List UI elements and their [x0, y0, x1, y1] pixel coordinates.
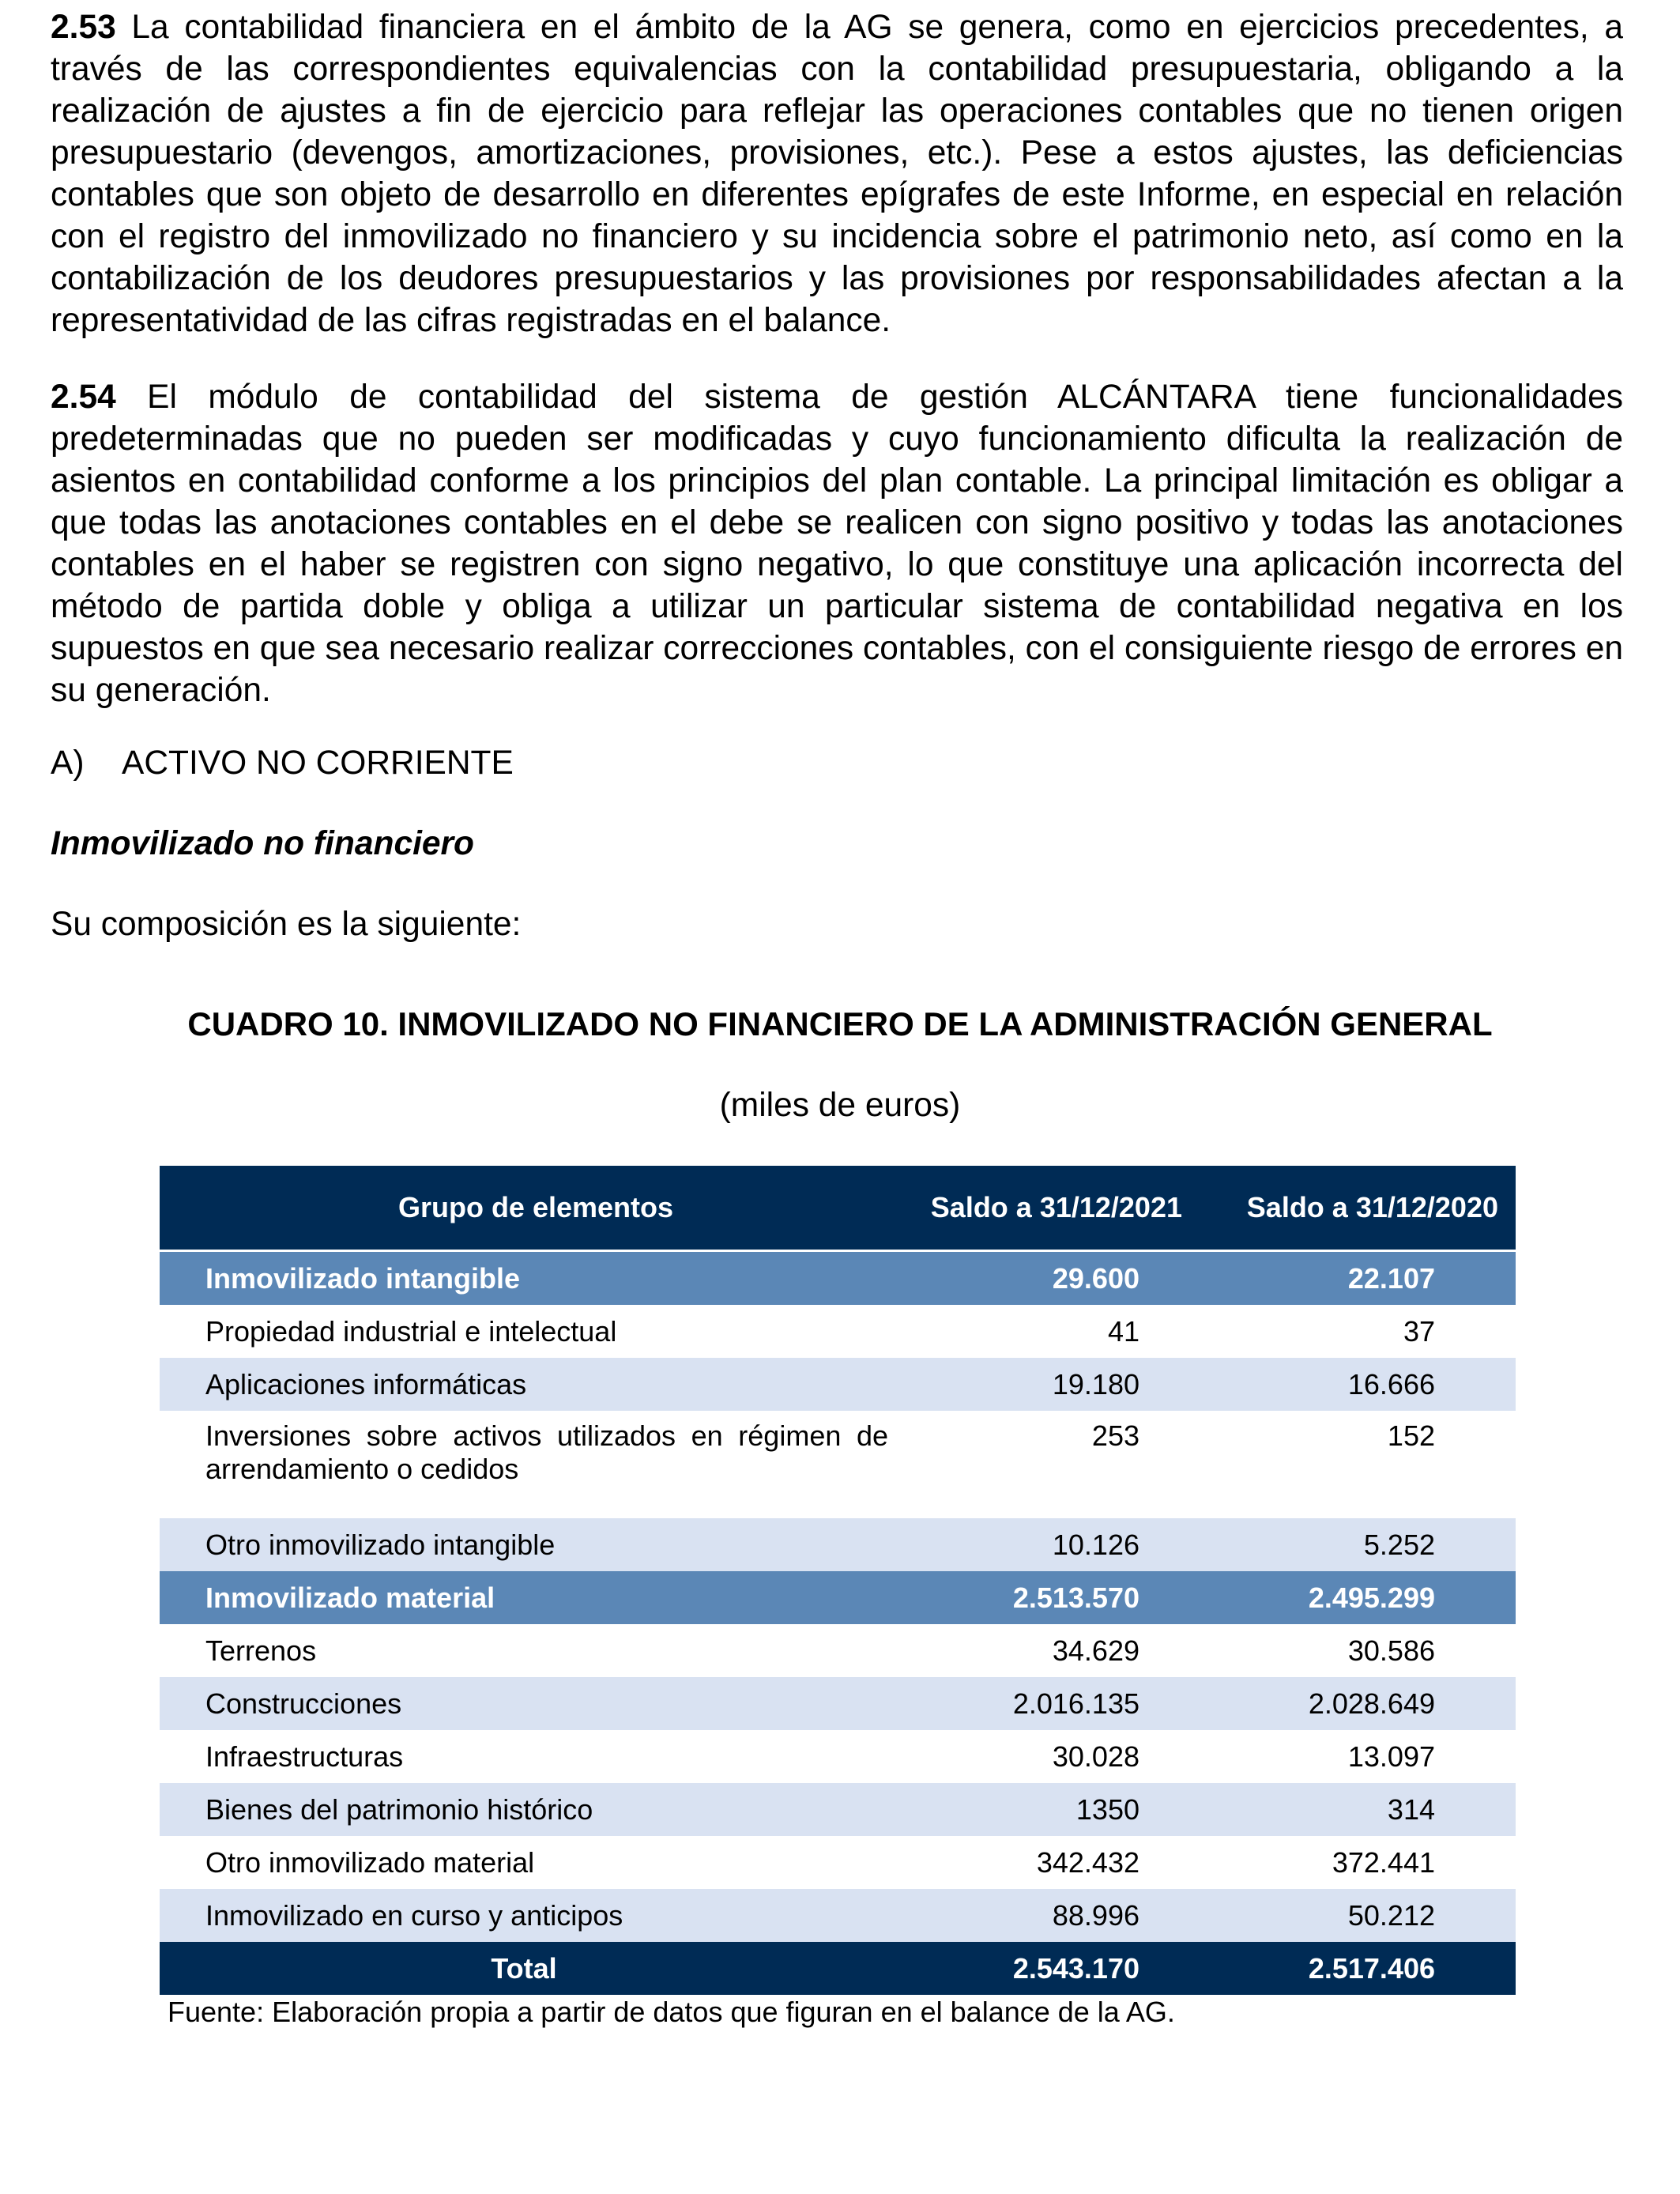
- row-label: Otro inmovilizado intangible: [160, 1518, 912, 1571]
- paragraph-2-53: [51, 6, 1623, 341]
- table-header-row: [160, 1166, 1516, 1250]
- paragraph-number: 2.53: [51, 9, 116, 46]
- table-row: [160, 1677, 1516, 1730]
- table-row: [160, 1305, 1516, 1358]
- column-header-group: Grupo de elementos: [160, 1166, 912, 1250]
- table-unit: (miles de euros): [719, 1087, 961, 1124]
- paragraph-text: El módulo de contabilidad del sistema de gestión ALCÁNTARA tiene funcionalidades predeterminadas que no pueden ser modificadas y cuyo funcionamiento dificulta la realización de asientos en contabilidad conforme a los principios del plan contable. La principal limitación es obligar a que todas las anotaciones contables en el debe se realicen con signo positivo y todas las anotaciones contables en el haber se registren con signo negativo, lo que constituye una aplicación incorrecta del método de partida doble y obliga a utilizar un particular sistema de contabilidad negativa en los supuestos en que sea necesario realizar correcciones contables, con el consiguiente riesgo de errores en su generación.: [51, 379, 1623, 709]
- value-2020: 16.666: [1200, 1358, 1516, 1411]
- value-2020: 2.028.649: [1200, 1677, 1516, 1730]
- table-title: CUADRO 10. INMOVILIZADO NO FINANCIERO DE LA ADMINISTRACIÓN GENERAL: [187, 1005, 1493, 1042]
- table-row-group: [160, 1252, 1516, 1305]
- table-row: [160, 1358, 1516, 1411]
- total-2021: 2.543.170: [912, 1942, 1200, 1995]
- value-2020: 37: [1200, 1305, 1516, 1358]
- section-letter: A): [51, 745, 85, 782]
- value-2020: 5.252: [1200, 1518, 1516, 1571]
- table-row: [160, 1411, 1516, 1518]
- intro-text: Su composición es la siguiente:: [51, 906, 522, 943]
- value-2021: 29.600: [912, 1252, 1200, 1305]
- value-2021: 2.016.135: [912, 1677, 1200, 1730]
- value-2021: 19.180: [912, 1358, 1200, 1411]
- value-2021: 88.996: [912, 1889, 1200, 1942]
- value-2021: 41: [912, 1305, 1200, 1358]
- table-row: [160, 1624, 1516, 1677]
- table-row: [160, 1730, 1516, 1783]
- row-label: Otro inmovilizado material: [160, 1836, 912, 1889]
- value-2020: 30.586: [1200, 1624, 1516, 1677]
- value-2020: 2.495.299: [1200, 1571, 1516, 1624]
- value-2020: 314: [1200, 1783, 1516, 1836]
- row-label: Bienes del patrimonio histórico: [160, 1783, 912, 1836]
- table-row-group: [160, 1571, 1516, 1624]
- row-label: Aplicaciones informáticas: [160, 1358, 912, 1411]
- value-2021: 10.126: [912, 1518, 1200, 1571]
- column-header-2020: Saldo a 31/12/2020: [1200, 1166, 1516, 1250]
- inmovilizado-table: [160, 1166, 1516, 1995]
- row-label: Inmovilizado intangible: [160, 1252, 912, 1305]
- total-label: Total: [160, 1942, 912, 1995]
- row-label: Inmovilizado en curso y anticipos: [160, 1889, 912, 1942]
- subheading: Inmovilizado no financiero: [51, 825, 475, 862]
- table-total-row: [160, 1942, 1516, 1995]
- value-2020: 372.441: [1200, 1836, 1516, 1889]
- table-row: [160, 1518, 1516, 1571]
- table-row: [160, 1783, 1516, 1836]
- row-label: Terrenos: [160, 1624, 912, 1677]
- value-2021: 253: [912, 1411, 1200, 1518]
- column-header-2021: Saldo a 31/12/2021: [912, 1166, 1200, 1250]
- row-label: Inversiones sobre activos utilizados en régimen de arrendamiento o cedidos: [160, 1411, 912, 1518]
- row-label: Infraestructuras: [160, 1730, 912, 1783]
- row-label: Propiedad industrial e intelectual: [160, 1305, 912, 1358]
- paragraph-number: 2.54: [51, 379, 116, 416]
- value-2021: 2.513.570: [912, 1571, 1200, 1624]
- value-2020: 50.212: [1200, 1889, 1516, 1942]
- value-2021: 1350: [912, 1783, 1200, 1836]
- value-2021: 342.432: [912, 1836, 1200, 1889]
- value-2021: 30.028: [912, 1730, 1200, 1783]
- section-title: ACTIVO NO CORRIENTE: [122, 745, 514, 782]
- paragraph-text: La contabilidad financiera en el ámbito de la AG se genera, como en ejercicios precedentes, a través de las correspondientes equivalencias con la contabilidad presupuestaria, obligando a la realización de ajustes a fin de ejercicio para reflejar las operaciones contables que no tienen origen presupuestario (devengos, amortizaciones, provisiones, etc.). Pese a estos ajustes, las deficiencias contables que son objeto de desarrollo en diferentes epígrafes de este Informe, en especial en relación con el registro del inmovilizado no financiero y su incidencia sobre el patrimonio neto, así como en la contabilización de los deudores presupuestarios y las provisiones por responsabilidades afectan a la representatividad de las cifras registradas en el balance.: [51, 9, 1624, 339]
- table-source-note: Fuente: Elaboración propia a partir de datos que figuran en el balance de la AG.: [168, 1996, 1175, 2028]
- value-2020: 22.107: [1200, 1252, 1516, 1305]
- value-2021: 34.629: [912, 1624, 1200, 1677]
- total-2020: 2.517.406: [1200, 1942, 1516, 1995]
- section-heading: [51, 745, 514, 782]
- paragraph-2-54: [51, 376, 1623, 711]
- value-2020: 13.097: [1200, 1730, 1516, 1783]
- value-2020: 152: [1200, 1411, 1516, 1518]
- row-label: Construcciones: [160, 1677, 912, 1730]
- table-row: [160, 1889, 1516, 1942]
- row-label: Inmovilizado material: [160, 1571, 912, 1624]
- table-row: [160, 1836, 1516, 1889]
